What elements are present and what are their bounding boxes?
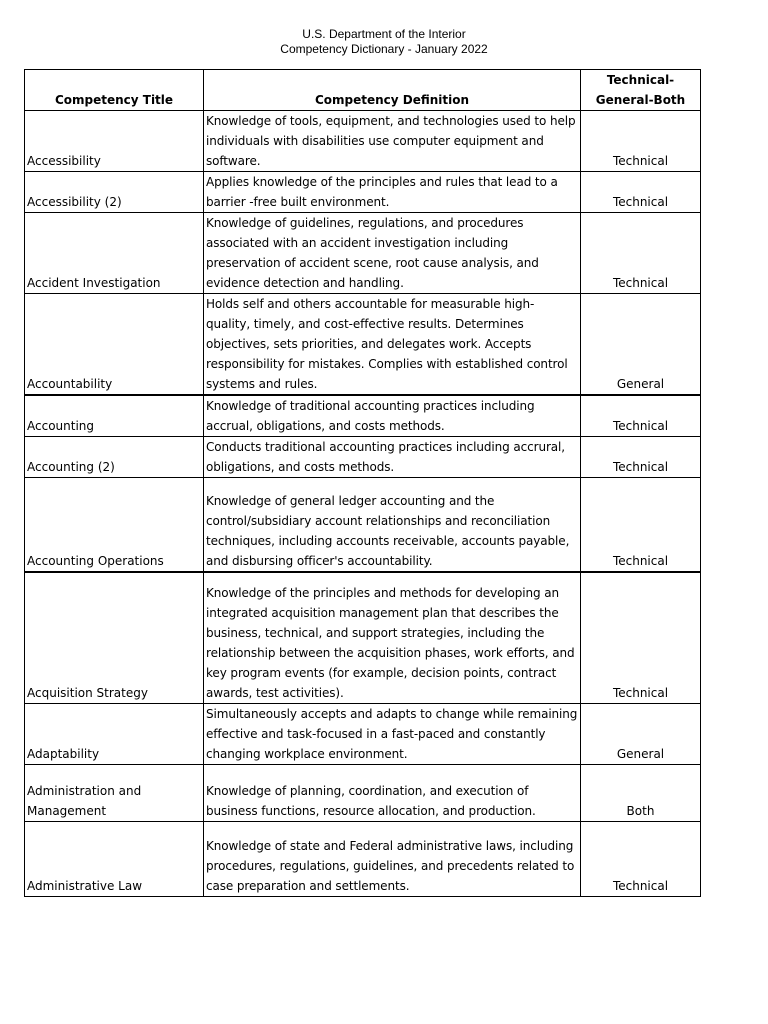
competency-type: Technical [581, 111, 701, 172]
table-header-row [25, 70, 701, 111]
column-header-title: Competency Title [25, 70, 204, 111]
competency-definition: Knowledge of planning, coordination, and execution of business functions, resource allocation, and production. [204, 765, 581, 822]
competency-title: Acquisition Strategy [25, 572, 204, 704]
competency-definition: Holds self and others accountable for measurable high-quality, timely, and cost-effective results. Determines objectives, sets priorities, and delegates work. Accepts responsibility for mistakes. Complies with established control systems and rules. [204, 294, 581, 396]
competency-definition: Conducts traditional accounting practices including accrural, obligations, and costs methods. [204, 437, 581, 478]
competency-type: Technical [581, 437, 701, 478]
competency-definition: Simultaneously accepts and adapts to change while remaining effective and task-focused in a fast-paced and constantly changing workplace environment. [204, 704, 581, 765]
competency-type: Technical [581, 213, 701, 294]
competency-title: Accounting [25, 395, 204, 437]
table-row [25, 111, 701, 172]
competency-title: Accessibility (2) [25, 172, 204, 213]
competency-title: Accountability [25, 294, 204, 396]
competency-title: Accounting (2) [25, 437, 204, 478]
competency-type: Technical [581, 572, 701, 704]
competency-definition: Knowledge of the principles and methods for developing an integrated acquisition management plan that describes the business, technical, and support strategies, including the relationship between the acquisition phases, work efforts, and key program events (for example, decision points, contract awards, test activities). [204, 572, 581, 704]
header-document-title: Competency Dictionary - January 2022 [280, 42, 488, 56]
table-row [25, 572, 701, 704]
competency-definition: Knowledge of tools, equipment, and technologies used to help individuals with disabilities use computer equipment and software. [204, 111, 581, 172]
column-header-definition: Competency Definition [204, 70, 581, 111]
competency-type: General [581, 294, 701, 396]
table-row [25, 172, 701, 213]
competency-type: General [581, 704, 701, 765]
competency-title: Administration and Management [25, 765, 204, 822]
competency-type: Technical [581, 478, 701, 572]
competency-title: Accident Investigation [25, 213, 204, 294]
competency-title: Adaptability [25, 704, 204, 765]
competency-type: Technical [581, 822, 701, 897]
competency-title: Accessibility [25, 111, 204, 172]
competency-table [24, 69, 701, 897]
document-header [0, 27, 768, 57]
competency-title: Administrative Law [25, 822, 204, 897]
competency-definition: Applies knowledge of the principles and rules that lead to a barrier -free built environment. [204, 172, 581, 213]
column-header-type: Technical-General-Both [581, 70, 701, 111]
competency-definition: Knowledge of traditional accounting practices including accrual, obligations, and costs methods. [204, 395, 581, 437]
competency-type: Technical [581, 395, 701, 437]
table-row [25, 478, 701, 572]
table-row [25, 395, 701, 437]
competency-title: Accounting Operations [25, 478, 204, 572]
header-agency: U.S. Department of the Interior [302, 27, 466, 41]
table-row [25, 213, 701, 294]
competency-type: Technical [581, 172, 701, 213]
table-row [25, 437, 701, 478]
table-row [25, 704, 701, 765]
competency-definition: Knowledge of general ledger accounting and the control/subsidiary account relationships and reconciliation techniques, including accounts receivable, accounts payable, and disbursing officer's accountability. [204, 478, 581, 572]
table-row [25, 765, 701, 822]
competency-type: Both [581, 765, 701, 822]
table-row [25, 294, 701, 396]
table-row [25, 822, 701, 897]
competency-definition: Knowledge of guidelines, regulations, and procedures associated with an accident investigation including preservation of accident scene, root cause analysis, and evidence detection and handling. [204, 213, 581, 294]
competency-definition: Knowledge of state and Federal administrative laws, including procedures, regulations, guidelines, and precedents related to case preparation and settlements. [204, 822, 581, 897]
